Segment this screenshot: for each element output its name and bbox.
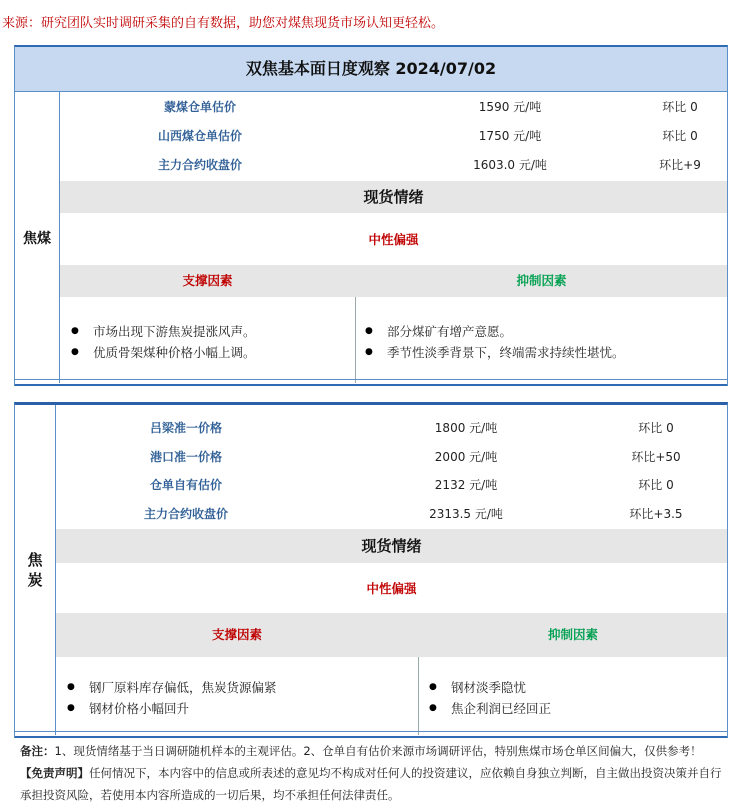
support-factors-list bbox=[63, 677, 277, 719]
source-note: 来源：研究团队实时调研采集的自有数据，助您对煤焦现货市场认知更轻松。 bbox=[2, 16, 445, 31]
price-change: 环比 0 bbox=[662, 129, 698, 143]
price-value: 2132 元/吨 bbox=[434, 478, 498, 492]
list-item: ● 市场出现下游焦炭提涨风声。 bbox=[67, 321, 256, 342]
price-value: 2000 元/吨 bbox=[434, 450, 498, 464]
list-item: ● 季节性淡季背景下，终端需求持续性堪忧。 bbox=[361, 342, 625, 363]
price-row bbox=[56, 443, 727, 471]
coke-label bbox=[15, 405, 56, 735]
coke-label-char: 炭 bbox=[27, 571, 43, 589]
report-title: 双焦基本面日度观察 2024/07/02 bbox=[15, 47, 727, 92]
coking-coal-panel bbox=[14, 45, 728, 386]
list-item: ● 钢厂原料库存偏低，焦炭货源偏紧 bbox=[63, 677, 277, 698]
support-factors-heading: 支撑因素 bbox=[182, 273, 233, 288]
remark-line bbox=[20, 740, 726, 762]
remark-label: 备注： bbox=[20, 744, 55, 758]
price-label: 仓单自有估价 bbox=[149, 478, 222, 492]
price-label: 主力合约收盘价 bbox=[143, 507, 228, 521]
list-item: ● 部分煤矿有增产意愿。 bbox=[361, 321, 625, 342]
list-item: ● 焦企利润已经回正 bbox=[425, 698, 551, 719]
price-change: 环比+3.5 bbox=[629, 507, 683, 521]
inhibit-factors-list bbox=[425, 677, 551, 719]
disclaimer-line bbox=[20, 762, 726, 806]
inhibit-factors-list bbox=[361, 321, 625, 363]
coke-panel bbox=[14, 402, 728, 738]
remark-text: 1、现货情绪基于当日调研随机样本的主观评估。2、仓单自有估价来源市场调研评估，特别焦煤市场仓单区间偏大，仅供参考！ bbox=[54, 744, 702, 758]
coke-label-char: 焦 bbox=[27, 551, 43, 569]
column-divider bbox=[418, 657, 419, 735]
price-value: 1800 元/吨 bbox=[434, 421, 498, 435]
price-change: 环比 0 bbox=[638, 421, 674, 435]
support-factors-heading: 支撑因素 bbox=[211, 627, 262, 642]
disclaimer-text: 任何情况下，本内容中的信息或所表述的意见均不构成对任何人的投资建议，应依赖自身独立判断，自主做出投资决策并自行承担投资风险，若使用本内容所造成的一切后果，均不承担任何法律责任。 bbox=[20, 766, 722, 802]
price-label: 蒙煤仓单估价 bbox=[163, 100, 236, 114]
price-change: 环比 0 bbox=[638, 478, 674, 492]
price-label: 山西煤仓单估价 bbox=[157, 129, 242, 143]
price-change: 环比+50 bbox=[631, 450, 681, 464]
price-row bbox=[56, 414, 727, 442]
support-factors-list bbox=[67, 321, 256, 363]
list-item: ● 钢材淡季隐忧 bbox=[425, 677, 551, 698]
disclaimer-label: 【免责声明】 bbox=[20, 766, 89, 780]
sentiment-value: 中性偏强 bbox=[368, 232, 419, 247]
spot-sentiment-heading: 现货情绪 bbox=[56, 529, 727, 563]
spot-sentiment-heading: 现货情绪 bbox=[60, 181, 727, 213]
price-label: 主力合约收盘价 bbox=[157, 158, 242, 172]
price-change: 环比 0 bbox=[662, 100, 698, 114]
price-row bbox=[56, 500, 727, 528]
price-change: 环比+9 bbox=[659, 158, 701, 172]
price-label: 吕梁准一价格 bbox=[149, 421, 222, 435]
price-value: 1603.0 元/吨 bbox=[473, 158, 547, 172]
price-row bbox=[60, 93, 727, 121]
price-value: 2313.5 元/吨 bbox=[429, 507, 503, 521]
price-value: 1590 元/吨 bbox=[478, 100, 542, 114]
list-item: ● 优质骨架煤种价格小幅上调。 bbox=[67, 342, 256, 363]
sentiment-value: 中性偏强 bbox=[366, 581, 417, 596]
footnotes bbox=[20, 740, 726, 806]
price-label: 港口准一价格 bbox=[149, 450, 222, 464]
coking-coal-label: 焦煤 bbox=[15, 92, 60, 383]
price-row bbox=[60, 151, 727, 179]
price-row bbox=[60, 122, 727, 150]
inhibit-factors-heading: 抑制因素 bbox=[516, 273, 567, 288]
list-item: ● 钢材价格小幅回升 bbox=[63, 698, 277, 719]
price-row bbox=[56, 471, 727, 499]
price-value: 1750 元/吨 bbox=[478, 129, 542, 143]
inhibit-factors-heading: 抑制因素 bbox=[547, 627, 598, 642]
column-divider bbox=[355, 297, 356, 383]
